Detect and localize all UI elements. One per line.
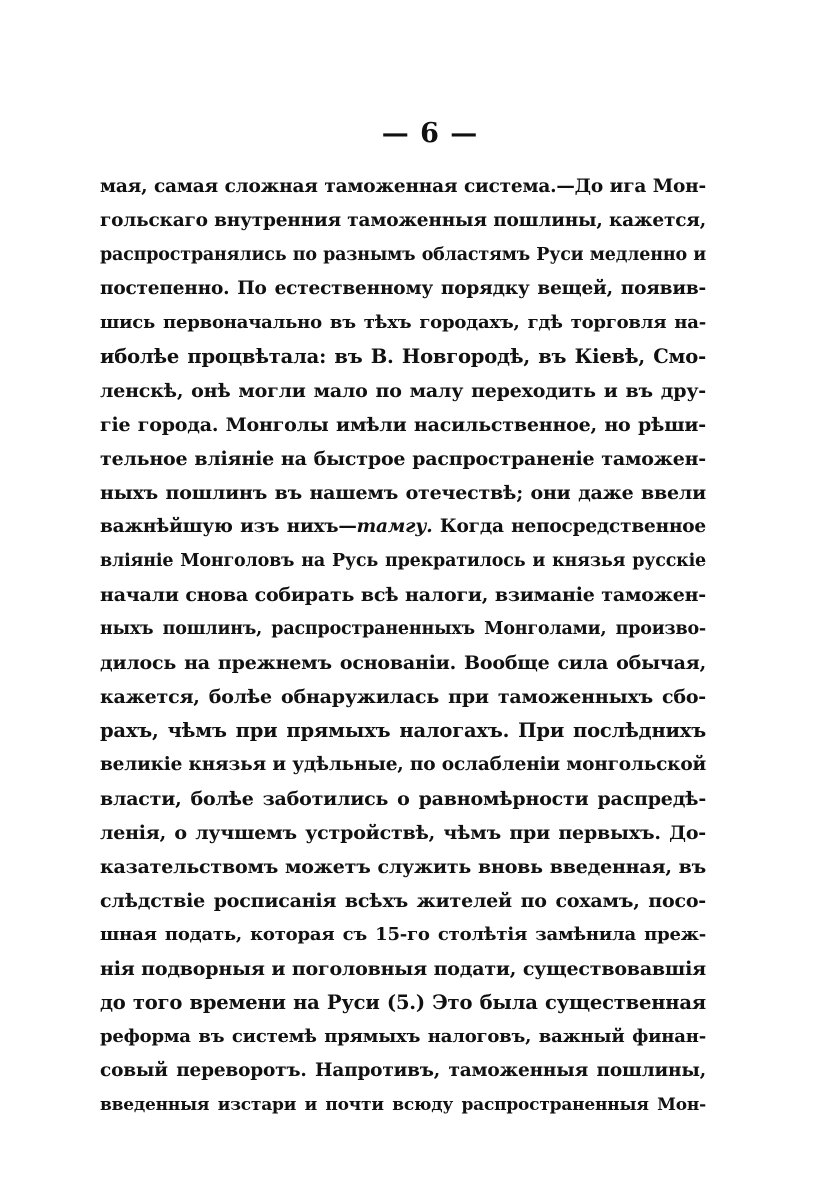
text-line: ленскѣ, онѣ могли мало по малу переходить и въ дру- — [100, 380, 706, 402]
text-line: слѣдствіе росписанія всѣхъ жителей по сохамъ, посо- — [100, 890, 706, 912]
text-line: гольскаго внутренния таможенныя пошлины, кажется, — [100, 210, 706, 231]
text-line: тельное вліяніе на быстрое распространеніе таможен- — [100, 448, 706, 470]
text-segment: Когда непосредственное — [432, 516, 706, 537]
text-line: распространялись по разнымъ областямъ Руси медленно и — [100, 245, 706, 265]
text-line: иболѣе процвѣтала: въ В. Новгородѣ, въ Кіевѣ, Смо- — [100, 345, 706, 368]
text-line: казательствомъ можетъ служить вновь введенная, въ — [100, 856, 706, 878]
text-line: ленія, о лучшемъ устройствѣ, чѣмъ при первыхъ. До- — [100, 822, 706, 844]
text-line: гіе города. Монголы имѣли насильственное, но рѣши- — [100, 414, 706, 436]
text-line: мая, самая сложная таможенная система.—До ига Мон- — [100, 176, 706, 197]
text-line: рахъ, чѣмъ при прямыхъ налогахъ. При послѣднихъ — [100, 719, 706, 742]
italic-term: тамгу. — [356, 516, 433, 537]
text-line: власти, болѣе заботились о равномѣрности распредѣ- — [100, 788, 706, 810]
text-line — [100, 510, 706, 544]
page-number: — 6 — — [381, 118, 479, 149]
text-line: шись первоначально въ тѣхъ городахъ, гдѣ торговля на- — [100, 312, 706, 333]
text-line: ныхъ пошлинъ, распространенныхъ Монголами, произво- — [100, 619, 706, 639]
text-line: шная подать, которая съ 15-го столѣтія замѣнила преж- — [100, 924, 706, 945]
text-line: великіе князья и удѣльные, по ослабленіи монгольской — [100, 754, 706, 775]
text-line: кажется, болѣе обнаружилась при таможенныхъ сбо- — [100, 686, 706, 708]
text-line: нія подворныя и поголовныя подати, существовавшія — [100, 958, 706, 980]
text-line: до того времени на Руси (5.) Это была существенная — [100, 991, 706, 1014]
text-line: вліяніе Монголовъ на Русь прекратилось и князья русскіе — [100, 551, 706, 571]
text-line: ныхъ пошлинъ въ нашемъ отечествѣ; они даже ввели — [100, 482, 706, 504]
text-line: постепенно. По естественному порядку вещей, появив- — [100, 278, 706, 299]
text-line: дилось на прежнемъ основаніи. Вообще сила обычая, — [100, 652, 706, 674]
text-body — [100, 170, 706, 1122]
text-segment: важнѣйшую изъ нихъ— — [100, 516, 357, 537]
text-line: реформа въ системѣ прямыхъ налоговъ, важный финан- — [100, 1026, 706, 1047]
text-line: введенныя изстари и почти всюду распространенныя Мон- — [100, 1095, 706, 1115]
text-line: начали снова собирать всѣ налоги, взиманіе таможен- — [100, 584, 706, 606]
text-line: совый переворотъ. Напротивъ, таможенныя пошлины, — [100, 1060, 706, 1081]
